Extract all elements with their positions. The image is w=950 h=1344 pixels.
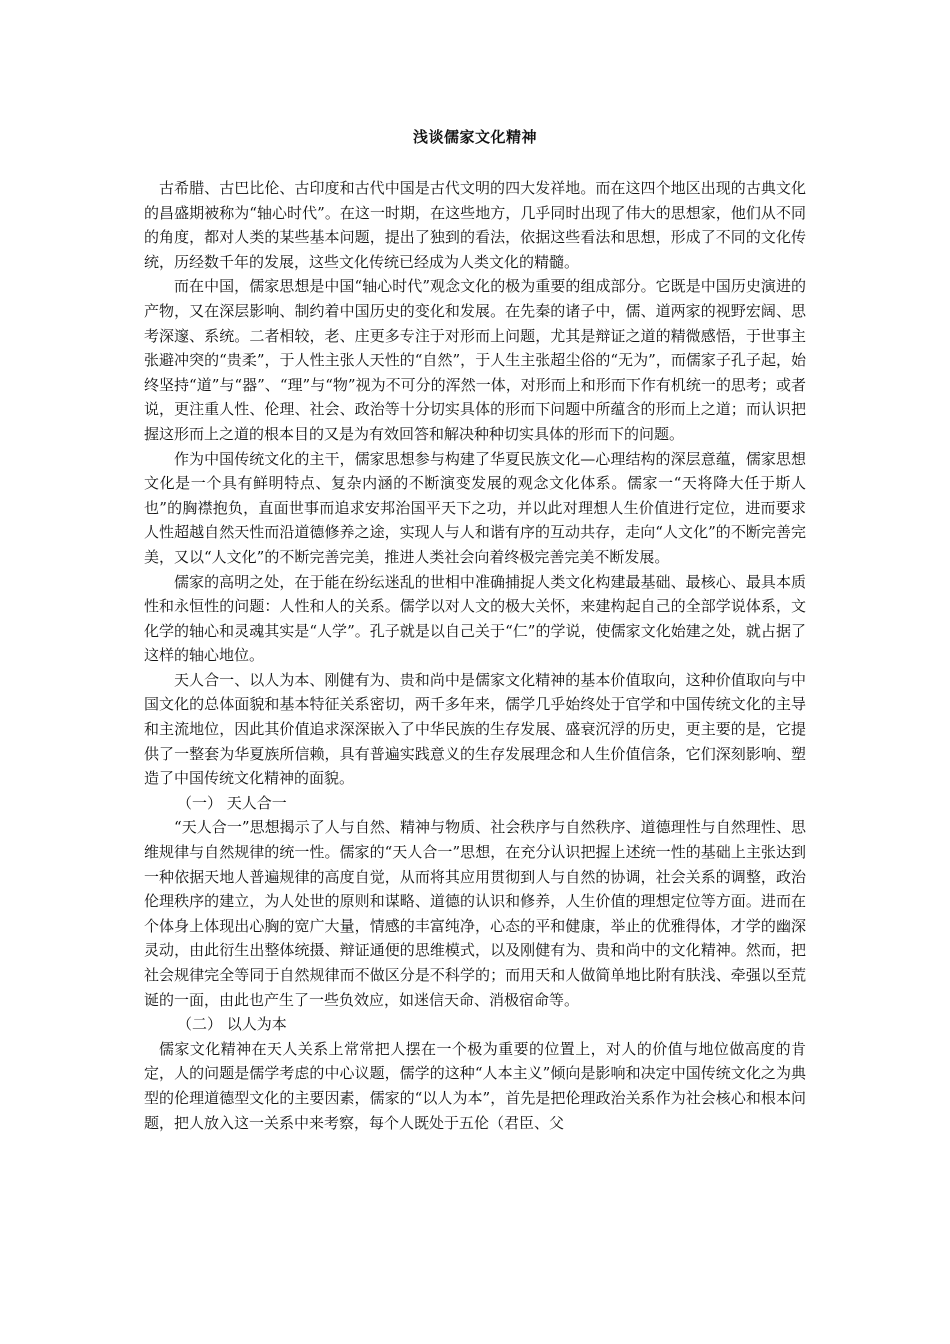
paragraph-heaven-human-unity: “天人合一”思想揭示了人与自然、精神与物质、社会秩序与自然秩序、道德理性与自然理性、思维规律与自然规律的统一性。儒家的“天人合一”思想，在充分认识把握上述统一性的基础上主张达到一种依据天地人普遍规律的高度自觉，从而将其应用贯彻到人与自然的协调，社会关系的调整，政治伦理秩序的建立，为人处世的原则和谋略、道德的认识和修养，人生价值的理想定位等方面。进而在个体身上体现出心胸的宽广大量，情感的丰富纯净，心态的平和健康，举止的优雅得体，才学的幽深灵动，由此衍生出整体统摄、辩证通便的思维模式，以及刚健有为、贵和尚中的文化精神。然而，把社会规律完全等同于自然规律而不做区分是不科学的；而用天和人做简单地比附有肤浅、牵强以至荒诞的一面，由此也产生了一些负效应，如迷信天命、消极宿命等。 xyxy=(144,818,806,1009)
paragraph-confucian-insight: 儒家的高明之处，在于能在纷纭迷乱的世相中准确捕捉人类文化构建最基础、最核心、最具本质性和永恒性的问题：人性和人的关系。儒学以对人文的极大关怀，来建构起自己的全部学说体系，文化学的轴心和灵魂其实是“人学”。孔子就是以自己关于“仁”的学说，使儒家文化始建之处，就占据了这样的轴心地位。 xyxy=(144,572,806,665)
paragraph-intro: 古希腊、古巴比伦、古印度和古代中国是古代文明的四大发祥地。而在这四个地区出现的古典文化的昌盛期被称为“轴心时代”。在这一时期，在这些地方，几乎同时出现了伟大的思想家，他们从不同的角度，都对人类的某些基本问题，提出了独到的看法，依据这些看法和思想，形成了不同的文化传统，历经数千年的发展，这些文化传统已经成为人类文化的精髓。 xyxy=(144,179,806,271)
section-heading-2: （二） 以人为本 xyxy=(177,1015,287,1034)
document-body xyxy=(144,176,806,1135)
section-heading-1: （一） 天人合一 xyxy=(177,793,287,812)
paragraph-confucianism-china: 而在中国，儒家思想是中国“轴心时代”观念文化的极为重要的组成部分。它既是中国历史演进的产物，又在深层影响、制约着中国历史的变化和发展。在先秦的诸子中，儒、道两家的视野宏阔、思考深邃、系统。二者相较，老、庄更多专注于对形而上问题，尤其是辩证之道的精微感悟，于世事主张避冲突的“贵柔”，于人性主张人天性的“自然”，于人生主张超尘俗的“无为”，而儒家子孔子起，始终坚持“道”与“器”、“理”与“物”视为不可分的浑然一体，对形而上和形而下作有机统一的思考；或者说，更注重人性、伦理、社会、政治等十分切实具体的形而下问题中所蕴含的形而上之道；而认识把握这形而上之道的根本目的又是为有效回答和解决种种切实具体的形而下的问题。 xyxy=(144,277,806,443)
paragraph-core-values: 天人合一、以人为本、刚健有为、贵和尚中是儒家文化精神的基本价值取向，这种价值取向与中国文化的总体面貌和基本特征关系密切，两千多年来，儒学几乎始终处于官学和中国传统文化的主导和主流地位，因此其价值追求深深嵌入了中华民族的生存发展、盛衰沉浮的历史，更主要的是，它提供了一整套为华夏族所信赖，具有普遍实践意义的生存发展理念和人生价值信条，它们深刻影响、塑造了中国传统文化精神的面貌。 xyxy=(144,670,806,788)
paragraph-people-oriented: 儒家文化精神在天人关系上常常把人摆在一个极为重要的位置上，对人的价值与地位做高度的肯定，人的问题是儒学考虑的中心议题，儒学的这种“人本主义”倾向是影响和决定中国传统文化之为典型的伦理道德型文化的主要因素，儒家的“以人为本”，首先是把伦理政治关系作为社会核心和根本问题，把人放入这一关系中来考察，每个人既处于五伦（君臣、父 xyxy=(144,1039,806,1132)
document-title: 浅谈儒家文化精神 xyxy=(412,128,537,146)
paragraph-traditional-culture: 作为中国传统文化的主干，儒家思想参与构建了华夏民族文化—心理结构的深层意蕴，儒家思想文化是一个具有鲜明特点、复杂内涵的不断演变发展的观念文化体系。儒家一“天将降大任于斯人也”的胸襟抱负，直面世事而追求安邦治国平天下之功，并以此对理想人生价值进行定位，进而要求人性超越自然天性而沿道德修养之途，实现人与人和谐有序的互动共存，走向“人文化”的不断完善完美，又以“人文化”的不断完善完美，推进人类社会向着终极完善完美不断发展。 xyxy=(144,449,806,566)
